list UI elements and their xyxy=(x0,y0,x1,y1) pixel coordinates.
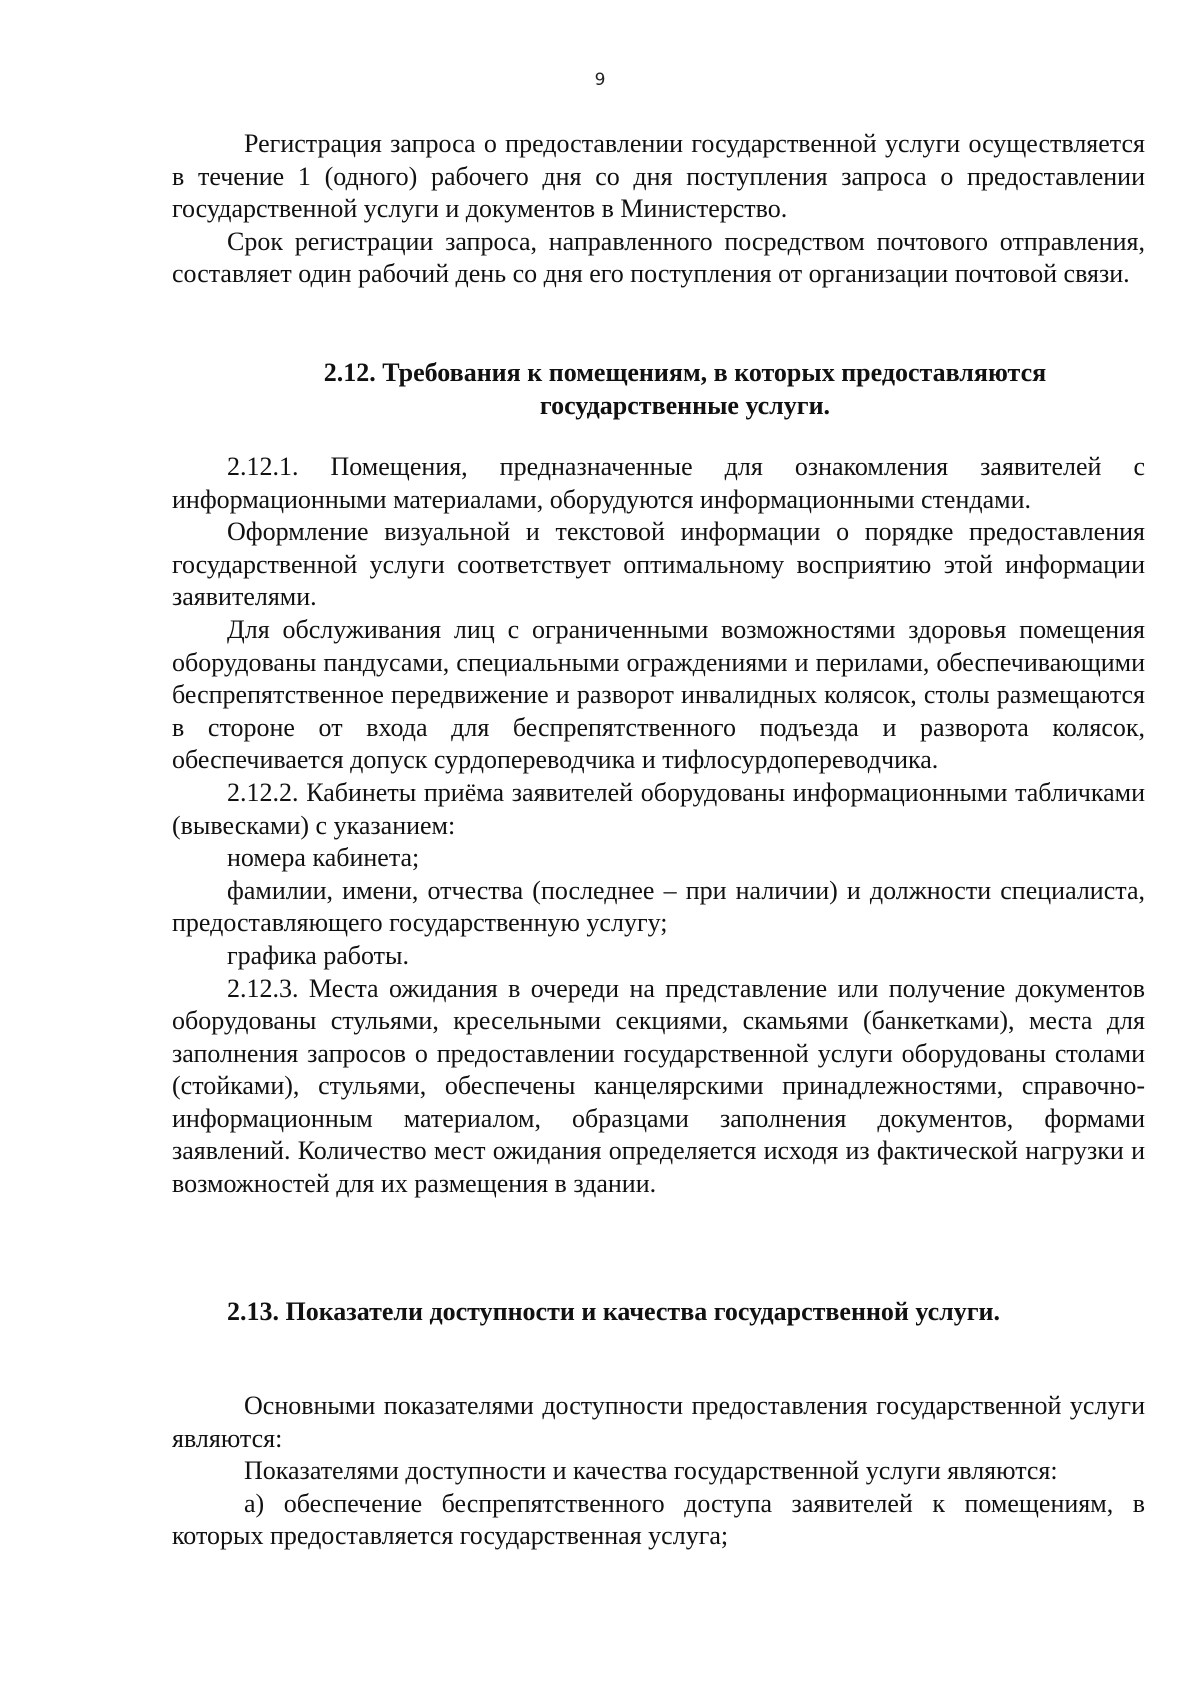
paragraph: фамилии, имени, отчества (последнее – при наличии) и должности специалиста, предоставляющего государственную услугу; xyxy=(172,875,1145,938)
paragraph: Срок регистрации запроса, направленного посредством почтового отправления, составляет один рабочий день со дня его поступления от организации почтовой связи. xyxy=(172,226,1145,289)
paragraph: Для обслуживания лиц с ограниченными возможностями здоровья помещения оборудованы пандусами, специальными ограждениями и перилами, обеспечивающими беспрепятственное передвижение и разворот инвалидных колясок, столы размещаются в стороне от входа для беспрепятственного подъезда и разворота колясок, обеспечивается допуск сурдопереводчика и тифлосурдопереводчика. xyxy=(172,614,1145,775)
intro-block xyxy=(172,128,1145,291)
paragraph: графика работы. xyxy=(227,940,409,970)
paragraph: 2.12.1. Помещения, предназначенные для ознакомления заявителей с информационными материалами, оборудуются информационными стендами. xyxy=(172,452,1145,514)
paragraph: Основными показателями доступности предоставления государственной услуги являются: xyxy=(172,1391,1145,1453)
section-213-body xyxy=(172,1390,1145,1553)
section-heading: 2.13. Показатели доступности и качества государственной услуги. xyxy=(227,1297,1001,1326)
paragraph: номера кабинета; xyxy=(227,843,420,873)
paragraph: Регистрация запроса о предоставлении государственной услуги осуществляется в течение 1 (одного) рабочего дня со дня поступления запроса о предоставлении государственной услуги и документов в Министерство. xyxy=(172,129,1145,224)
paragraph: а) обеспечение беспрепятственного доступа заявителей к помещениям, в которых предоставляется государственная услуга; xyxy=(172,1488,1145,1551)
section-heading: 2.12. Требования к помещениям, в которых предоставляются государственные услуги. xyxy=(323,358,1047,420)
paragraph: Показателями доступности и качества государственной услуги являются: xyxy=(244,1456,1058,1486)
section-212-body xyxy=(172,451,1145,1201)
page-number: 9 xyxy=(594,70,606,90)
paragraph: Оформление визуальной и текстовой информации о порядке предоставления государственной услуги соответствует оптимальному восприятию этой информации заявителями. xyxy=(172,517,1145,612)
paragraph: 2.12.2. Кабинеты приёма заявителей оборудованы информационными табличками (вывесками) с указанием: xyxy=(172,777,1145,840)
paragraph: 2.12.3. Места ожидания в очереди на представление или получение документов оборудованы стульями, кресельными секциями, скамьями (банкетками), места для заполнения запросов о предоставлении государственной услуги оборудованы столами (стойками), стульями, обеспечены канцелярскими принадлежностями, справочно-информационным материалом, образцами заполнения документов, формами заявлений. Количество мест ожидания определяется исходя из фактической нагрузки и возможностей для их размещения в здании. xyxy=(172,973,1145,1199)
